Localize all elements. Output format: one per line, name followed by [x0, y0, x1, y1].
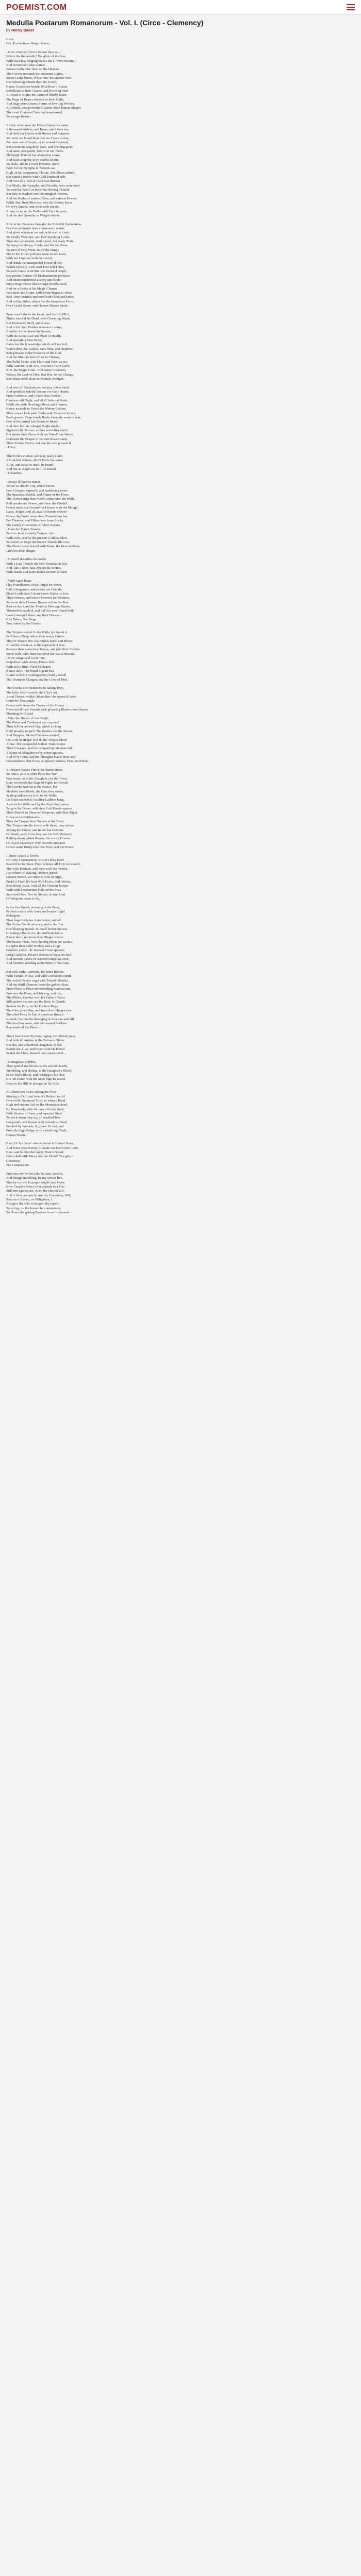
poem-line: His left Hand, with the other high he raised [6, 1077, 65, 1081]
poem-line: Her whistling Shuttle thro' the Loom, [6, 80, 57, 84]
poem-line: And nocturnal Cedar Lamps, [6, 63, 46, 67]
poem-line: - There I stood a Tower, [6, 854, 39, 858]
poem-line: And huge promiscuous Forms of howling Wolves, [6, 102, 75, 106]
poem-line: Their Shields to Shun the Weapons, with their Right [6, 811, 77, 815]
poem-line: The Greeks rush on to the Palace, Pal [6, 785, 57, 789]
poem-line: The Pallid Paths, with Flesh and Form as ere, [6, 360, 68, 364]
poem-line: By Shepherds, with Strokes of hardy Steel [6, 1107, 64, 1111]
poem-line: Arrivd, when near the Palace Gates) we came, [6, 123, 70, 127]
poem-line: There Saw I-new Pyrrhus, raging with Blood, pass, [6, 1035, 76, 1038]
poem-line: Another Art to charm the Senses, [6, 330, 52, 334]
poem-line: Others dig Ports; some deep Foundations lay [6, 514, 68, 518]
author-prefix: by [6, 28, 12, 32]
poem-line: Down fell: Neptunus Troy; as when a Band [6, 1099, 65, 1103]
poem-line: With Tumult, Noise, and wild Confusion sound: [6, 974, 72, 978]
poem-line: Hence Groans are heard; Wild Roar of Lions, [6, 84, 68, 89]
poem-line: And the shrill Clamour beats the golden Stars. [6, 982, 69, 987]
poem-line: And the due Quantity in Weight directs. [6, 214, 61, 217]
poem-line: Armd Troops; whilst Others thro' the opens'd Gates [6, 695, 76, 699]
poem-line: Her stroke their Paces with her Wond'rous Wand; [6, 433, 73, 437]
poem-line: - Here the Tyrian Towers, [6, 527, 41, 531]
poem-line: Her comely Robes with Gold Enchas'd rich, [6, 175, 67, 179]
poem-line: One of the turned fair Beasts to Beast; [6, 420, 58, 424]
poem-line: Alone, or mixt, the Herbs with Care imparts, [6, 209, 67, 213]
poem-line: Th' bright Train of her attendants come, [6, 154, 60, 158]
poem-line: And the Herbs of various Hues, and various Powers. [6, 196, 78, 200]
poem-line: Rest on dry Land the Youth in Marriage Bands, [6, 604, 71, 608]
poem-line: With ceaseless Singing makes the Groves resound; [6, 59, 76, 63]
poem-line: Their Homes, and raise a Fortress for Defence, [6, 596, 70, 600]
poem-line: And the Mind to Sorrow sat in Charms, [6, 355, 60, 360]
poem-line: Alone. The vanquish'd in their Turn resume [6, 742, 65, 746]
poem-line: To Juno built a stately Temple, rich [6, 532, 54, 536]
poem-line: The Greeks now dominere in falling Troy; [6, 686, 64, 690]
poem-stanza [6, 1090, 355, 1138]
poem-line: Then huge Periphas Automedon, and all [6, 918, 61, 922]
poem-line: And strait transform'd a Bevy and Brute, [6, 278, 62, 282]
poem-line: Jarr'd on their Hinges - [6, 549, 38, 553]
poem-line: And ev'ry Form, and the Thoughts Hadst them and [6, 755, 75, 759]
poem-line: Then the Trojans their Turrets in the Town [6, 820, 64, 823]
poem-line: Against the Walls and by the Steps they strive [6, 802, 69, 806]
poem-line: Come by Thousands; [6, 699, 35, 703]
poem-line: And chill our Hearts with Horror and Surprize: [6, 132, 70, 136]
poem-line: Rebellious to their Chains, and Howling loud [6, 89, 68, 93]
poem-line: Held proudly reign'd. The Bodies o'er the Streets [6, 729, 73, 733]
poem-line: And if thou conquer'st, use thy Conquests, Will. [6, 1193, 72, 1197]
poem-line: Here we beheld the Rage of Fight; in Crowds [6, 781, 68, 785]
poem-line: Long nods, and threats with tremulous Head [6, 1120, 67, 1124]
poem-stanza [6, 1035, 355, 1056]
poem-line: And lead us up the lofty marble Dome, [6, 158, 59, 162]
poem-line: And to his Son, Pelides remains to come, [6, 325, 62, 329]
poem-line: In the first Portal, storming at the Door, [6, 905, 60, 909]
poem-line: Grasp at the Battlements. - [6, 815, 43, 819]
poem-line: Themselves apply'd, and toil'd in new-found Soil; [6, 609, 74, 613]
poem-stanza [6, 38, 355, 46]
logo-dot: . [44, 3, 47, 12]
poem-line: Just where th' shaking Timbers joined [6, 871, 58, 875]
poem-line: He splits their solid Timber, and a Huge [6, 944, 61, 948]
poem-line: The Trumpets Clangor, and the Cries of Men. [6, 677, 69, 682]
poem-line: And drank the unsuspected Poison down. [6, 261, 63, 265]
poem-stanza [6, 557, 355, 574]
poem-line: Deep to the Hilt he plunges in his Side. [6, 1081, 60, 1086]
poem-line: City Taken, See Siege. [6, 617, 37, 621]
poem-line: Nor give thy Life to bargain thy rejoin - [6, 1202, 60, 1206]
poem-line: - Now close by Circe's Shores they sail, [6, 50, 60, 54]
poem-line: Window yields - th' internal Court appears; [6, 948, 65, 953]
poem-line: - Himself describes the Walls [6, 557, 46, 562]
poem-line: And gives whatever we ask, with such a Look, [6, 231, 70, 235]
poem-line: Some with, with Time curled of the Walls resound. [6, 652, 76, 656]
poem-line: At Dead of Night; the Grunt of bristly Boars [6, 93, 67, 97]
poem-line: Sad: Their Mortals enclosed with Flesh and Hide; [6, 295, 74, 299]
poem-line: What shall with Mercy use the Flood? You give - [6, 1155, 73, 1159]
poem-line: Ovi. Enchantress. Magic Power. [6, 42, 50, 46]
poem-line: To gain the Doors: with their Left Hands oppose [6, 806, 72, 810]
poem-line: The wide Horizon, and wide each our Towns; [6, 867, 69, 871]
poem-line: To card the Wool, or draw the flowing Thread; [6, 188, 70, 192]
poem-line: With Gifts, and by the present Goddess blest. [6, 536, 68, 540]
poem-line: Her potent Charms All Enchantments produces [6, 274, 71, 278]
poem-line: The brazen Posts. Now, having hewn the Beams, [6, 940, 73, 944]
poem-line: With her Cups we hold the crowd, [6, 257, 53, 261]
poem-line: Who for the Nymphs & Nereids sat, [6, 166, 56, 171]
poem-line: Thrice touch'd his Head, with Charming Wand; [6, 317, 71, 321]
poem-line: At Priam's Palace Fierce the Battle burns: [6, 768, 63, 772]
poem-line: Reach'd to the Stars: From whence all Troy we view'd, [6, 862, 81, 867]
poem-line: But with sinful Lamenta, the inner Rooms, [6, 970, 64, 974]
poem-line: Which Quickly, with swift Feel and Thirst, [6, 265, 64, 269]
poem-stanza [6, 906, 355, 966]
poem-line: See Compassion. [6, 1163, 30, 1167]
poem-line: The Pillars, Pyrrhus with his Father's Force [6, 995, 65, 999]
poem-line: Scaling-ladders are fix'd to the Walls; [6, 793, 57, 798]
poem-line: Of Weapons cease to fly. - [6, 897, 42, 901]
poem-line: From me thy forfeit Life, be sure, receive, [6, 1172, 63, 1176]
poem-line: While She, their Mistress, who the Virtues knew [6, 200, 72, 205]
poem-line: - Now sangnoal'd to the Fire. [6, 656, 46, 660]
poem-line: And Temples, Moles Carcasses around, [6, 734, 60, 738]
poem-line: Others stand firmly thro' the Ports, and the Doors. [6, 845, 74, 850]
poem-line: The Syrian Youth advance, and to the Top [6, 923, 63, 927]
poem-line: With Amours, with Arts, was one's Faith Gave; [6, 364, 71, 368]
poem-line: Being Beasts to the Presence of the God, [6, 351, 62, 355]
poem-line: Loosen Stones, we smite it from on high, [6, 875, 62, 879]
poem-line: Glares with the Conflagration; loudly sound [6, 673, 67, 677]
poem-line: In his Son's Blood, and twisting in his Hair [6, 1073, 65, 1077]
poem-line: And ancient Palace of Ancient Kings lay seen, [6, 957, 70, 961]
poem-line: Thus spoil'd and throws to the sacred Hearth, [6, 1064, 68, 1069]
poem-line: Others mark out Ground for Houses with the Plough; [6, 506, 79, 510]
poem-line: Hecuba, and a hundred Daughters-in-law [6, 1043, 62, 1047]
poem-line: Conjures old Night, and all th' Infernal Gods: [6, 398, 68, 402]
poem-line: With noisy Ruin; Next Ucalegon [6, 665, 51, 669]
poem-line: From the high Ridge, with a tumbling Flash, [6, 1129, 67, 1133]
poem-line: - Who the Horror of that Night, [6, 716, 49, 720]
poem-stanza [6, 223, 355, 309]
poem-line: Then fell the antient City, which so long [6, 725, 61, 729]
poem-line: To cut it down they try, th' assailed Tree [6, 1116, 61, 1120]
poem-stanza [6, 454, 355, 476]
poem-line: Blazes aloft. The broad Sigean Sea [6, 669, 54, 673]
poem-stanza [6, 313, 355, 382]
poem-line: Alike, and equal to itself 'tis found, [6, 463, 54, 467]
poem-line: Our Complements does courteously return; [6, 226, 65, 230]
poem-line: And tame, and gentle, follow at our Heels. [6, 149, 64, 153]
poem-line: Now the Magic Graft, with many Creatures, [6, 368, 67, 372]
poem-line: Push't it From It's Seat With Force, both Works, [6, 879, 71, 884]
poem-line: From Cerberus, and Chaos' dire Abodes, [6, 394, 61, 398]
poem-line: Subdu'd by Wounds, it groans it's last, and [6, 1125, 64, 1129]
poem-line: All which, with powerful Charms, from human Shapes [6, 106, 81, 110]
poem-line: This Form's eternal, and may justly claim [6, 454, 63, 459]
poem-line: Sinking to Fall, and from it's Bottom turn'd [6, 1094, 65, 1098]
poem-line: The Rage of Bears reluctant to their Stalls, [6, 97, 64, 101]
poem-line: The Spacious Marble, and Frame of the Floor. [6, 493, 69, 497]
poem-line: And spreading their Blood [6, 338, 43, 342]
poem-line: For Theatres, and Pillars hew from Rocks, [6, 519, 64, 523]
poem-line: The Tyrians urge their Work: some raise the Walls, [6, 497, 75, 501]
poem-line: In Silence; Deep rallies their weary Limbs; [6, 635, 65, 639]
poem-stanza [6, 480, 355, 553]
poem-line: But courteous wag their Tails, and fawning greet, [6, 145, 73, 149]
poem-line: They're Towers fire, the Portals bar'd, and Blows [6, 639, 73, 643]
poem-line: Setting the Palace, and in the last Extreme [6, 828, 64, 832]
poem-stanza [6, 579, 355, 626]
poem-line: Whose ruddy Fire flash on the Heaven, [6, 67, 60, 72]
poem-line: And now till Enchantress noxious Juices shed, [6, 385, 70, 389]
poem-line: Of ev'ry Simple, and what each can do, [6, 205, 60, 209]
poem-line: The Trojans tumble down; with these, they strove [6, 824, 74, 828]
poem-line: All ad the Senators, at the approach of one; [6, 643, 65, 647]
poem-line: Of Death, such Arms they use for their Defence; [6, 833, 72, 837]
poem-line: Of Lofty Construction, with it's lofty Roof [6, 858, 64, 862]
poem-line: High, in her sumptuous Throne, She Sheen attired, [6, 171, 75, 175]
poem-line: Clemency. [6, 1159, 21, 1163]
poem-line: That by my thy Example taught may know, [6, 1180, 65, 1184]
poem-line: Still arm against me, Keep thy Hatred still, [6, 1189, 64, 1193]
logo-tld: COM [46, 3, 67, 12]
poem-line: Thirsting for Blood; [6, 712, 34, 716]
poem-line: A God-like Nature, all it's Part's the same; [6, 459, 63, 463]
poem-line: With wide Destruction Falls on the Foes [6, 888, 61, 892]
poem-line: Our Crystal Sense, and Human Shapes retain. [6, 304, 69, 308]
poem-line: Low Cottages appear'd, and wandering nowe [6, 488, 68, 493]
poem-line: For none seem'd ready, or to wound disposed, [6, 141, 69, 145]
poem-line: And sprinkles baleful Venom o'er their Heads; [6, 389, 69, 394]
poem-line: Some on their Houses, Braves within the Post [6, 600, 69, 604]
poem-stanza [6, 854, 355, 902]
poem-line: So fierce, as if in other Part's the War [6, 772, 57, 776]
poem-stanza [6, 631, 355, 682]
poem-line: Hurl flaming Brands. Himself before the rest, [6, 927, 69, 931]
poem-line: Their Former Forms, not one his own possess'd. [6, 442, 72, 446]
poem-line: Hence ascends to Vexed the Watery Realms, [6, 407, 67, 411]
poem-line: Embrace the Posts, and Kissing, and rue, [6, 991, 62, 995]
poem-line: With a Law Trench; the first Foundation lays [6, 562, 68, 566]
poem-line: Comes Down - [6, 1133, 27, 1137]
poem-author [6, 28, 355, 32]
poem-line: Circe. [6, 38, 14, 41]
poem-line: Grasping a Battle-Ax, the stubborn Doors [6, 931, 63, 935]
poem-line: Roll ponderous Stones, and form the Citadel: [6, 501, 68, 505]
poem-stanza [6, 1142, 355, 1167]
poem-line: All Ilium now I saw among the Fires [6, 1090, 57, 1094]
poem-line: But they in Baskets sort the mingled Flowers, [6, 192, 69, 196]
poem-line: Lie, cold in Heaps: Nor do the Trojans bleed [6, 738, 67, 742]
poem-stanza [6, 970, 355, 1030]
poem-line: Her Maids, the Nymphs, and Nereids, ne'er were tired [6, 183, 80, 188]
poem-line: Now to her Presence brought, the Pow'rful Enchantress [6, 222, 81, 226]
site-header [0, 0, 361, 15]
poem-line: With Banks and Battlements environ around. [6, 570, 68, 574]
poem-line: And in like Stiles, where lies the beauteous Form, [6, 299, 74, 303]
poem-line: Sweet Cedar burns, While thro' the slender Web [6, 76, 72, 80]
poem-line: And thro' the Air a deeper Night shade... [6, 424, 61, 428]
poem-stanza [6, 386, 355, 450]
poem-line: The lofty Sword amidst the City's Joy [6, 690, 58, 694]
poem-line: The solid Posts lie flat. A spacious Breach [6, 1013, 63, 1017]
poem-line: Rolling down gilded Beams, the costly Frames [6, 837, 70, 841]
poem-line: Bursts thro', and from their Hinges wrests [6, 936, 63, 940]
poem-line: The Gate gives Way, and from their Hinges torn [6, 1008, 72, 1012]
poem-stanza [6, 686, 355, 764]
poem-line: And both th' Atridae in the Entrance Shine: [6, 1039, 65, 1043]
poem-title: Medulla Poetarum Romanorum - Vol. I. (Circe - Clemency) [6, 19, 204, 27]
poem-line: So Kindly Welcome, and Fair Speaking Looks; [6, 235, 71, 239]
poem-line: Sealed the Fires, himself had consecrate'd. - [6, 1052, 66, 1056]
poem-line: High and antient Ash on the Mountains head, [6, 1103, 68, 1107]
poem-line: Then she commands, with Speed, her ready Train, [6, 240, 75, 244]
poem-line: While she with Howlings Hecat and Hermes, [6, 402, 68, 406]
site-logo[interactable] [6, 3, 67, 12]
poem-line: To see so simple City, where before [6, 484, 55, 488]
poem-line: Into a Hog, whose Skins rough Bristles took, [6, 282, 68, 286]
poem-line: The first they meet, and with armed Soldiers [6, 1022, 67, 1026]
poem-body [6, 38, 355, 1215]
poem-line: Sustain his Fury. At the Furthest Rays [6, 1004, 58, 1008]
poem-line: Their sowan look pale, Herbs with Dread of Grace: [6, 411, 76, 415]
poem-line: To pierc'd Vine-Wine, mix'd the Drugs [6, 248, 59, 252]
poem-line: And though unwilling, by my favour live. [6, 1176, 63, 1180]
poem-line: Their Courage, and the conquering Grecians fall. [6, 747, 73, 751]
poem-line: With the Lotus Leaf and Plant of Health, [6, 334, 62, 338]
poem-line: Refulgent - [6, 914, 22, 918]
poem-stanza [6, 124, 355, 218]
poem-line: - Cleanthes. [6, 471, 23, 476]
poem-line: Returns of Grace, or Obligation, I [6, 1197, 53, 1201]
poem-line: - With eager Haste [6, 579, 32, 583]
poem-line: Tears turn'd she to the fount, and the fe'd Mir's, [6, 312, 71, 316]
poem-line: The arched Palace rings with Female Shrieks; [6, 978, 69, 982]
poem-line: A thousand Wolves, and Bears, and Lions rise, [6, 128, 70, 132]
poem-line: And not an Angle aw to fill a Round. [6, 467, 57, 471]
poem-line: To Halls, and to a royal Presence shew; [6, 162, 60, 166]
main-content [6, 19, 355, 1219]
poem-stanza [6, 1172, 355, 1215]
poem-line: The Trojans scaled t'o the Walls, lyé found it [6, 630, 67, 634]
poem-line: And brave your Power, to shake our Earth your Care, [6, 1146, 79, 1150]
poem-line: To spring, on the Instant he commences, [6, 1206, 61, 1210]
poem-line: Outfound the Shapes of various Beasts many [6, 437, 68, 441]
poem-line: Call it Pergamos, and exhort our Friends, [6, 587, 62, 591]
poem-line: Trembling, and sliding, in the Daughter's Blood, [6, 1069, 72, 1073]
poem-line: Earth groans; Dogs howl; Rocks hoarsely seem to roar; [6, 416, 81, 420]
poem-line: Is made; the Greeks thronging in break in and kill [6, 1017, 74, 1021]
poem-line: Replenish all the Place. - [6, 1026, 40, 1030]
poem-line: Of Royal Ancestors: With Swords undrawn [6, 841, 65, 845]
poem-line: Was heard; as in the Slaughter o'er the Town. [6, 776, 68, 781]
poem-line: Hear, and let him the happy Hour's Breast: [6, 1150, 64, 1155]
poem-line: With Strokes of Axes, and repeated Steel [6, 1112, 62, 1116]
poem-line: The Groves resound; the nocturnal Lights, [6, 72, 64, 76]
poem-line: To Honor the gaiting Pardons from his bounds - [6, 1210, 72, 1214]
poem-line: Where the the wealthy Daughter of the Sun, [6, 55, 67, 59]
poem-line: And on a Swine at his Magic Charms [6, 286, 57, 291]
poem-line: Beat down, Ruin, with all the Grecian Troops [6, 884, 68, 888]
poem-line: - Circe. [6, 446, 17, 450]
poem-line: Heat, O! his Gods! who in Seven'n Control Vows, [6, 1142, 74, 1146]
poem-line: Troy taken by the Greeks. [6, 622, 42, 626]
poem-line: How Caesar's Mercy ev'n extends to a Foe. [6, 1184, 65, 1189]
poem-line: A Scene of Slaughter ev'ry where appears, [6, 751, 64, 755]
poem-line: And Sentries standing at the Entry of the Gate. [6, 961, 70, 965]
author-link[interactable]: Henry Baker [11, 28, 35, 32]
poem-line: The cruel Goddess Circe had transform'd [6, 110, 62, 114]
poem-line: And over all a Veil of Gold was thrown. [6, 179, 61, 183]
poem-line: But Shape itself alone to Mortals wrought. [6, 377, 64, 381]
poem-line: To bring the Honey, Curds, and Barley Grain; [6, 244, 69, 248]
poem-line: Receive their conscious Troops, and join their Friends: [6, 648, 81, 652]
poem-line: Whom, the Lash of Dire, that Roe, to the Change, [6, 372, 74, 377]
poem-line: To which on Steps the brazen Thresholds rose; [6, 540, 70, 544]
poem-stanza [6, 50, 355, 120]
poem-line: Shielded over Heads, the Gate they storm, [6, 789, 64, 793]
poem-line: Came but the Knowledge which will not fall, [6, 343, 68, 347]
poem-line: Pleas'd with their Colony's new Name, to love [6, 591, 69, 596]
poem-line: Others with Arms the Passes of the Streets [6, 703, 64, 707]
poem-stanza [6, 768, 355, 850]
poem-line: Lo Steps ascended, Guiding Ladders hang, [6, 798, 64, 802]
poem-line: Pyrrhus exults with Arms and brazen Light [6, 910, 65, 914]
poem-line: And, like a Seer, fans Ayp on the Stones. [6, 566, 62, 570]
poem-line: To savage Beasts - [6, 115, 32, 119]
poem-line: Long Galleries, Priam's Rooms of State are laid, [6, 953, 72, 957]
poem-line: Have seiz'd their Swords with glittering Blades stand drawn, [6, 708, 89, 712]
poem-line: Survived Here: Nor do Stones, or any Kind [6, 892, 65, 896]
poem-line: To each Guest, with him she Stroke'd deeply [6, 269, 67, 274]
poem-line: Her Enchanted Staff, and Roses, [6, 321, 51, 325]
poem-line: From Place to Place the trembling Matrons run, [6, 987, 71, 991]
poem-line: Still pushes on; nor can the Bars, or Guards [6, 1000, 65, 1004]
poem-line: Laws, Judges, and all awaiful Senate choose: [6, 510, 68, 514]
poem-line: - Outrageous Pyrrhus, [6, 1060, 37, 1064]
poem-line: Where they, the Valiant, were Men, and Nephew: [6, 347, 73, 351]
poem-line: Sighted with Terrors, as they trembling stand, [6, 429, 69, 433]
poem-line: Beside the Altar, and Priam with his Blood [6, 1047, 64, 1052]
hamburger-menu-icon[interactable] [347, 4, 355, 10]
poem-line: We stand, and Grunt, with Swine began to sleep, [6, 291, 73, 295]
poem-stanza [6, 1060, 355, 1086]
poem-line: Lamentations, that flows as Spleen, Sorrow, Fear, and Death. [6, 759, 89, 764]
poem-line: - Away! ill Knows stands [6, 480, 41, 484]
poem-line: I lay Foundations of the long'd for Town. [6, 583, 62, 587]
poem-line: The Beams were braced with Brass: the Brazen Doors [6, 545, 80, 549]
poem-line: Deipobius' wide stately Palace falls. [6, 660, 56, 665]
poem-line: She to the Prince pollutes some secret Juice; [6, 252, 67, 257]
poem-line: The stately Ornaments of future Scenes. - [6, 523, 63, 527]
poem-line: The Ruins and Confusion can express? [6, 721, 59, 725]
logo-main: POEMIST [6, 3, 44, 12]
poem-line: Laws I assign'd them, and their Houses - [6, 613, 62, 617]
poem-line: Yet none we found there was no Cause to fear, [6, 136, 70, 140]
